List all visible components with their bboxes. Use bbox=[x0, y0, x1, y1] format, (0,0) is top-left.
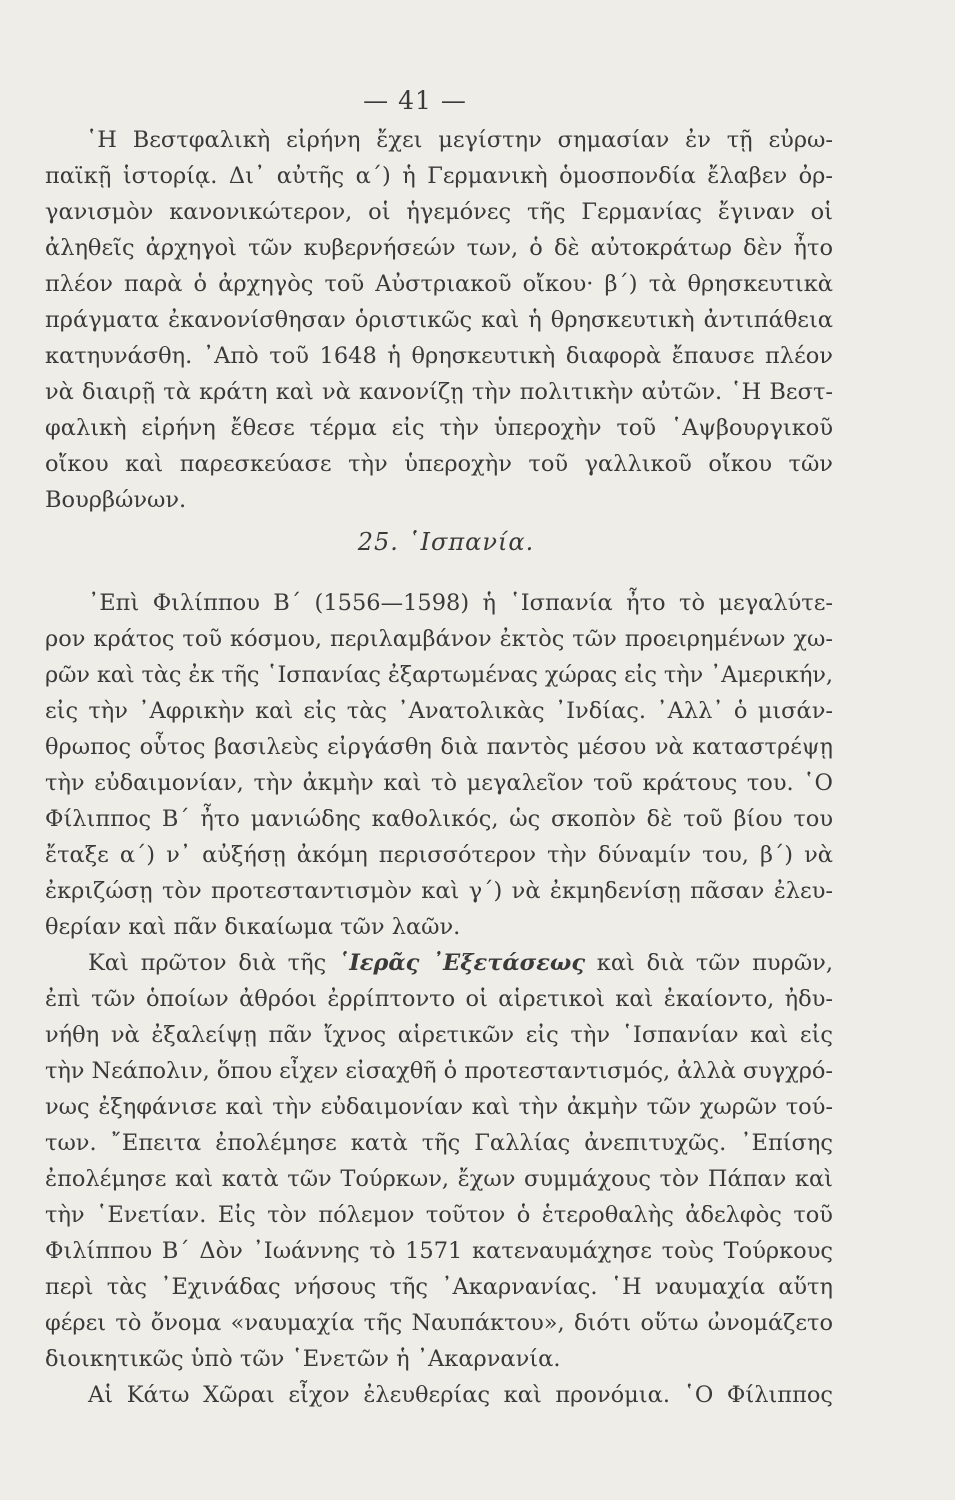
text-line: διοικητικῶς ὑπὸ τῶν ῾Ενετῶν ἡ ᾿Ακαρνανία. bbox=[45, 1346, 561, 1372]
text-line: νήθη νὰ ἐξαλείψῃ πᾶν ἴχνος αἱρετικῶν εἰς τὴν ῾Ισπανίαν καὶ εἰς bbox=[45, 1022, 833, 1048]
text-line-with-emphasis bbox=[88, 945, 833, 981]
text-line: τὴν ῾Ενετίαν. Εἰς τὸν πόλεμον τοῦτον ὁ ἑτεροθαλὴς ἀδελφὸς τοῦ bbox=[45, 1202, 833, 1228]
text-line: οἴκου καὶ παρεσκεύασε τὴν ὑπεροχὴν τοῦ γαλλικοῦ οἴκου τῶν bbox=[45, 451, 833, 477]
text-run: Καὶ πρῶτον διὰ τῆς bbox=[88, 950, 338, 976]
text-line: ἐπὶ τῶν ὁποίων ἀθρόοι ἐρρίπτοντο οἱ αἱρετικοὶ καὶ ἐκαίοντο, ἠδυ- bbox=[45, 986, 833, 1012]
text-line: θερίαν καὶ πᾶν δικαίωμα τῶν λαῶν. bbox=[45, 914, 461, 940]
emphasis-holy-inquisition: ῾Ιερᾶς ᾿Εξετάσεως bbox=[337, 950, 586, 976]
text-line: ἐπολέμησε καὶ κατὰ τῶν Τούρκων, ἔχων συμμάχους τὸν Πάπαν καὶ bbox=[45, 1166, 833, 1192]
text-line: φαλικὴ εἰρήνη ἔθεσε τέρμα εἰς τὴν ὑπεροχὴν τοῦ ῾Αψβουργικοῦ bbox=[45, 415, 833, 441]
text-line: ᾿Επὶ Φιλίππου Β΄ (1556—1598) ἡ ῾Ισπανία ἦτο τὸ μεγαλύτε- bbox=[88, 590, 833, 616]
text-line: ρον κράτος τοῦ κόσμου, περιλαμβάνον ἐκτὸς τῶν προειρημένων χω- bbox=[45, 626, 833, 652]
page-number: — 41 — bbox=[363, 86, 467, 115]
text-line: ῾Η Βεστφαλικὴ εἰρήνη ἔχει μεγίστην σημασίαν ἐν τῇ εὐρω- bbox=[86, 127, 833, 153]
text-line: νως ἐξηφάνισε καὶ τὴν εὐδαιμονίαν καὶ τὴν ἀκμὴν τῶν χωρῶν τού- bbox=[45, 1094, 833, 1120]
text-line: τὴν εὐδαιμονίαν, τὴν ἀκμὴν καὶ τὸ μεγαλεῖον τοῦ κράτους του. ῾Ο bbox=[45, 770, 833, 796]
text-run: καὶ διὰ τῶν πυρῶν, bbox=[585, 950, 834, 976]
text-line: ἀληθεῖς ἀρχηγοὶ τῶν κυβερνήσεών των, ὁ δὲ αὐτοκράτωρ δὲν ἦτο bbox=[45, 235, 833, 261]
section-heading: 25. ῾Ισπανία. bbox=[357, 528, 535, 556]
text-line: πράγματα ἐκανονίσθησαν ὁριστικῶς καὶ ἡ θρησκευτικὴ ἀντιπάθεια bbox=[45, 307, 833, 333]
text-line: νὰ διαιρῇ τὰ κράτη καὶ νὰ κανονίζῃ τὴν πολιτικὴν αὐτῶν. ῾Η Βεστ- bbox=[45, 379, 833, 405]
text-line: θρωπος οὗτος βασιλεὺς εἰργάσθη διὰ παντὸς μέσου νὰ καταστρέψῃ bbox=[45, 734, 833, 760]
text-line: Φιλίππου Β΄ Δὸν ᾿Ιωάννης τὸ 1571 κατεναυμάχησε τοὺς Τούρκους bbox=[45, 1238, 833, 1264]
text-line: Φίλιππος Β΄ ἦτο μανιώδης καθολικός, ὡς σκοπὸν δὲ τοῦ βίου του bbox=[45, 806, 833, 832]
text-line: παϊκῇ ἱστορίᾳ. Δι᾿ αὐτῆς α΄) ἡ Γερμανικὴ ὁμοσπονδία ἔλαβεν ὀρ- bbox=[45, 163, 833, 189]
text-line: των. ῎Επειτα ἐπολέμησε κατὰ τῆς Γαλλίας ἀνεπιτυχῶς. ᾿Επίσης bbox=[45, 1130, 833, 1156]
text-line: κατηυνάσθη. ᾿Απὸ τοῦ 1648 ἡ θρησκευτικὴ διαφορὰ ἔπαυσε πλέον bbox=[45, 343, 833, 369]
text-line: φέρει τὸ ὄνομα «ναυμαχία τῆς Ναυπάκτου», διότι οὕτω ὠνομάζετο bbox=[45, 1310, 833, 1336]
text-line: ρῶν καὶ τὰς ἐκ τῆς ῾Ισπανίας ἐξαρτωμένας χώρας εἰς τὴν ᾿Αμερικήν, bbox=[45, 662, 833, 688]
text-line: πλέον παρὰ ὁ ἀρχηγὸς τοῦ Αὐστριακοῦ οἴκου· β΄) τὰ θρησκευτικὰ bbox=[45, 271, 833, 297]
text-line: τὴν Νεάπολιν, ὅπου εἶχεν εἰσαχθῆ ὁ προτεσταντισμός, ἀλλὰ συγχρό- bbox=[45, 1058, 833, 1084]
text-line: Βουρβώνων. bbox=[45, 487, 187, 513]
text-line: Αἱ Κάτω Χῶραι εἶχον ἐλευθερίας καὶ προνόμια. ῾Ο Φίλιππος bbox=[88, 1382, 833, 1408]
text-line: εἰς τὴν ᾿Αφρικὴν καὶ εἰς τὰς ᾿Ανατολικὰς ᾿Ινδίας. ᾿Αλλ᾿ ὁ μισάν- bbox=[45, 698, 833, 724]
text-line: γανισμὸν κανονικώτερον, οἱ ἡγεμόνες τῆς Γερμανίας ἔγιναν οἱ bbox=[45, 199, 833, 225]
text-line: ἐκριζώσῃ τὸν προτεσταντισμὸν καὶ γ΄) νὰ ἐκμηδενίσῃ πᾶσαν ἐλευ- bbox=[45, 878, 833, 904]
text-line: περὶ τὰς ᾿Εχινάδας νήσους τῆς ᾿Ακαρνανίας. ῾Η ναυμαχία αὕτη bbox=[45, 1274, 833, 1300]
text-line: ἔταξε α΄) ν᾿ αὐξήσῃ ἀκόμη περισσότερον τὴν δύναμίν του, β΄) νὰ bbox=[45, 842, 833, 868]
